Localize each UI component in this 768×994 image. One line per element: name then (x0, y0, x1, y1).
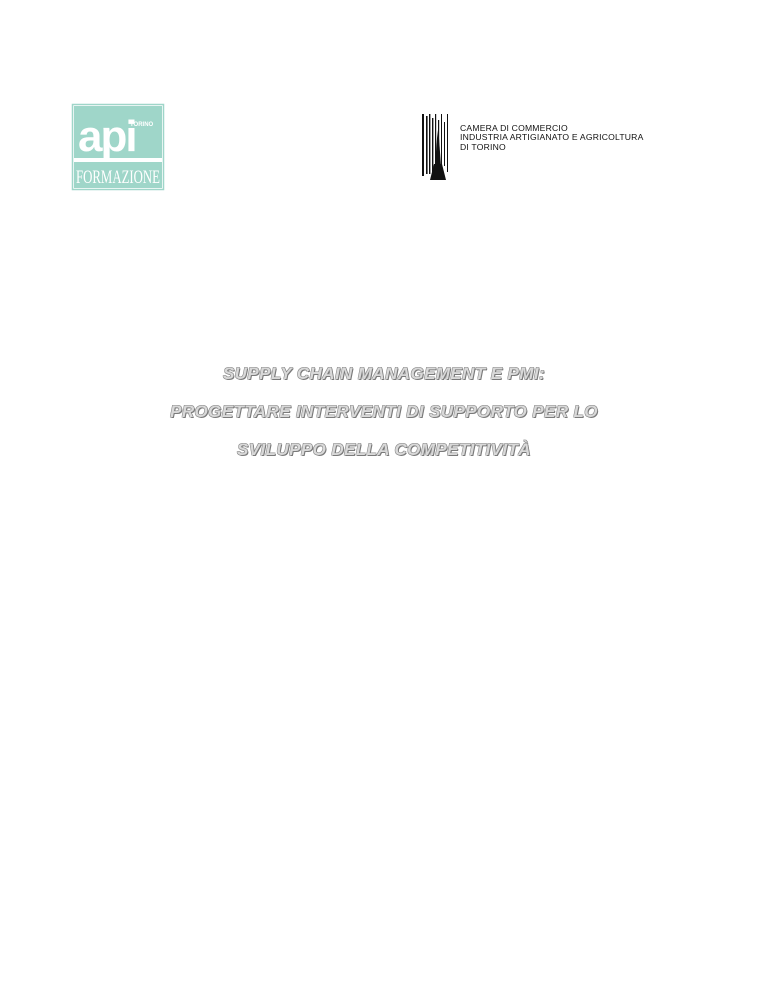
camera-mark-icon (420, 112, 456, 182)
title-line-1: SUPPLY CHAIN MANAGEMENT E PMI: (222, 364, 546, 383)
api-formazione-logo (72, 104, 164, 190)
camera-line-2: INDUSTRIA ARTIGIANATO E AGRICOLTURA (460, 132, 644, 143)
svg-text:TORINO: TORINO (130, 122, 154, 128)
camera-line-1: CAMERA DI COMMERCIO (460, 123, 568, 133)
title-line-2: PROGETTARE INTERVENTI DI SUPPORTO PER LO (170, 402, 598, 421)
svg-text:FORMAZIONE: FORMAZIONE (76, 167, 160, 188)
camera-di-commercio-logo (420, 112, 680, 182)
title-line-3: SVILUPPO DELLA COMPETITIVITÀ (237, 440, 531, 459)
svg-text:api: api (78, 112, 136, 161)
camera-name-text (460, 124, 644, 152)
camera-line-3: DI TORINO (460, 141, 506, 152)
